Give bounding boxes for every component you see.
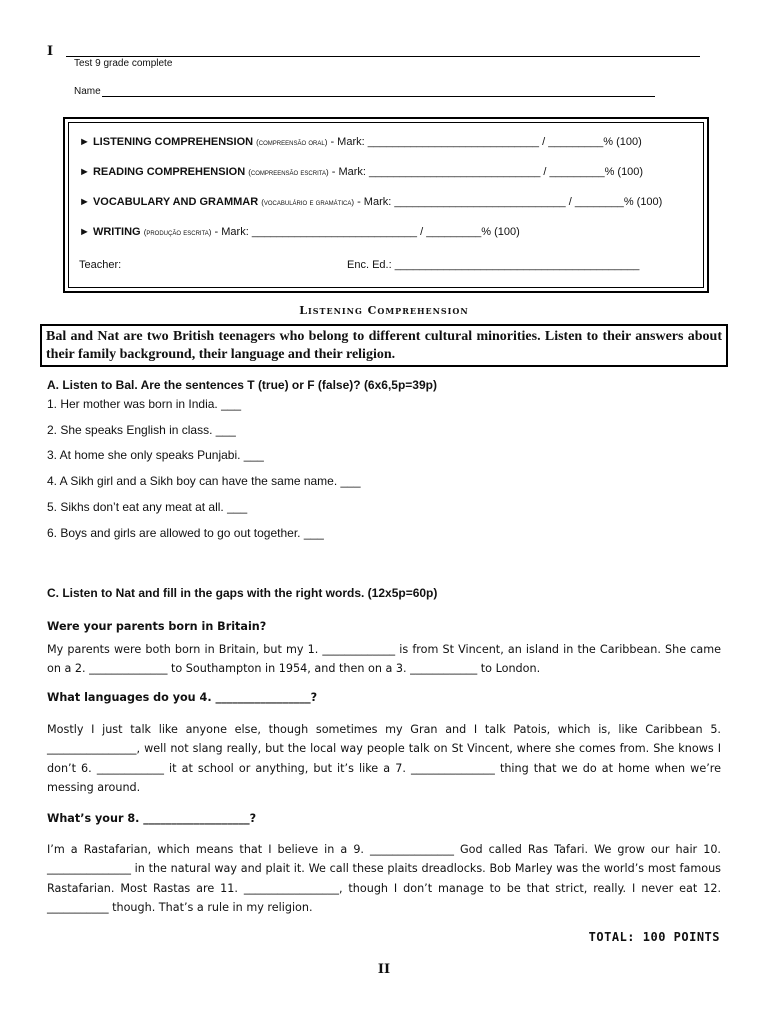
part-a-heading: A. Listen to Bal. Are the sentences T (true) or F (false)? (6x6,5p=39p) (47, 378, 437, 392)
section-title: Listening Comprehension (299, 304, 469, 317)
marks-row-label: LISTENING COMPREHENSION (92, 136, 254, 148)
marks-row-sub: (vocabulário e gramática) (261, 198, 355, 207)
marks-row-label: READING COMPREHENSION (92, 166, 246, 178)
marks-row-reading (79, 166, 643, 178)
mark-separator: / (568, 196, 572, 208)
arrow-icon: ► (79, 226, 90, 238)
mark-separator: / (543, 166, 547, 178)
part-c-paragraph-3: I’m a Rastafarian, which means that I believe in a 9. _______________ God called Ras Tafari. We grow our hair 10. _______________ in the natural way and plait it. We call these plaits dreadlocks. Bob Marley was the world’s most famous Rastafarian. Most Rastas are 11. _________________, though I don’t manage to be that strict, really. I never eat 12. ___________ though. That’s a rule in my religion. (47, 843, 721, 915)
page-roman-numeral-top: I (47, 44, 54, 59)
marks-row-mark-label: - Mark: (214, 226, 249, 238)
name-label: Name (74, 86, 101, 97)
mark-separator: / (420, 226, 424, 238)
part-c-heading: C. Listen to Nat and fill in the gaps with the right words. (12x5p=60p) (47, 586, 438, 600)
marks-box-inner (68, 122, 704, 288)
name-field[interactable] (74, 86, 655, 97)
total-points: TOTAL: 100 POINTS (588, 930, 720, 944)
percent-label: % (100) (604, 166, 644, 178)
arrow-icon: ► (79, 196, 90, 208)
percent-blank[interactable]: _________ (426, 226, 482, 238)
part-c-question-3: What’s your 8. ___________________? (47, 812, 257, 825)
mark-blank[interactable]: ____________________________ (369, 166, 541, 178)
arrow-icon: ► (79, 136, 90, 148)
arrow-icon: ► (79, 166, 90, 178)
mark-separator: / (542, 136, 546, 148)
marks-row-mark-label: - Mark: (357, 196, 392, 208)
percent-label: % (100) (603, 136, 642, 148)
marks-row-mark-label: - Mark: (330, 136, 365, 148)
percent-blank[interactable]: _________ (548, 136, 604, 148)
marks-row-label: VOCABULARY AND GRAMMAR (92, 196, 259, 208)
marks-row-vocabulary (79, 196, 662, 208)
part-c-paragraph-2: Mostly I just talk like anyone else, though sometimes my Gran and I talk Patois, which is, like Caribbean 5. ________________, well not slang really, but the local way people talk on St Vincent, where she comes from. She knows I don’t 6. ____________ it at school or anything, but it’s like a 7. _______________ thing that we do at home when we’re messing around. (47, 723, 721, 795)
mark-blank[interactable]: ___________________________ (251, 226, 418, 238)
marks-row-writing (79, 226, 520, 238)
enc-ed-blank[interactable]: ________________________________________ (394, 259, 640, 271)
intro-box: Bal and Nat are two British teenagers who belong to different cultural minorities. Listen to their answers about their family background, their language and their religion. (40, 324, 728, 367)
mark-blank[interactable]: ____________________________ (367, 136, 540, 148)
marks-row-mark-label: - Mark: (331, 166, 366, 178)
marks-row-sub: (compreensão escrita) (248, 168, 329, 177)
enc-ed-label: Enc. Ed.: (347, 259, 392, 271)
page-roman-numeral-bottom: II (377, 962, 391, 977)
percent-label: % (100) (623, 196, 663, 208)
percent-blank[interactable]: ________ (574, 196, 624, 208)
teacher-label: Teacher: (79, 259, 122, 271)
marks-row-sub: (produção escrita) (143, 228, 212, 237)
part-c-question-2: What languages do you 4. _________________? (47, 691, 318, 704)
part-a-item-2: 2. She speaks English in class. ___ (47, 423, 236, 437)
name-line[interactable] (102, 86, 655, 97)
marks-row-sub: (compreensão oral) (256, 138, 328, 147)
part-a-item-3: 3. At home she only speaks Punjabi. ___ (47, 448, 264, 462)
percent-blank[interactable]: _________ (549, 166, 605, 178)
part-a-item-4: 4. A Sikh girl and a Sikh boy can have the same name. ___ (47, 474, 361, 488)
marks-row-label: WRITING (92, 226, 141, 238)
percent-label: % (100) (481, 226, 520, 238)
part-c-question-1: Were your parents born in Britain? (47, 620, 267, 633)
mark-blank[interactable]: ____________________________ (394, 196, 566, 208)
part-c-paragraph-1: My parents were both born in Britain, but my 1. _____________ is from St Vincent, an island in the Caribbean. She came on a 2. ______________ to Southampton in 1954, and then on a 3. ____________ to London. (47, 643, 721, 676)
marks-box (63, 117, 709, 293)
part-a-item-1: 1. Her mother was born in India. ___ (47, 397, 242, 411)
marks-row-listening (79, 136, 642, 148)
enc-ed-field (347, 259, 639, 271)
test-title: Test 9 grade complete (74, 58, 173, 69)
top-rule (66, 56, 700, 57)
part-a-item-5: 5. Sikhs don’t eat any meat at all. ___ (47, 500, 248, 514)
part-a-item-6: 6. Boys and girls are allowed to go out together. ___ (47, 526, 324, 540)
